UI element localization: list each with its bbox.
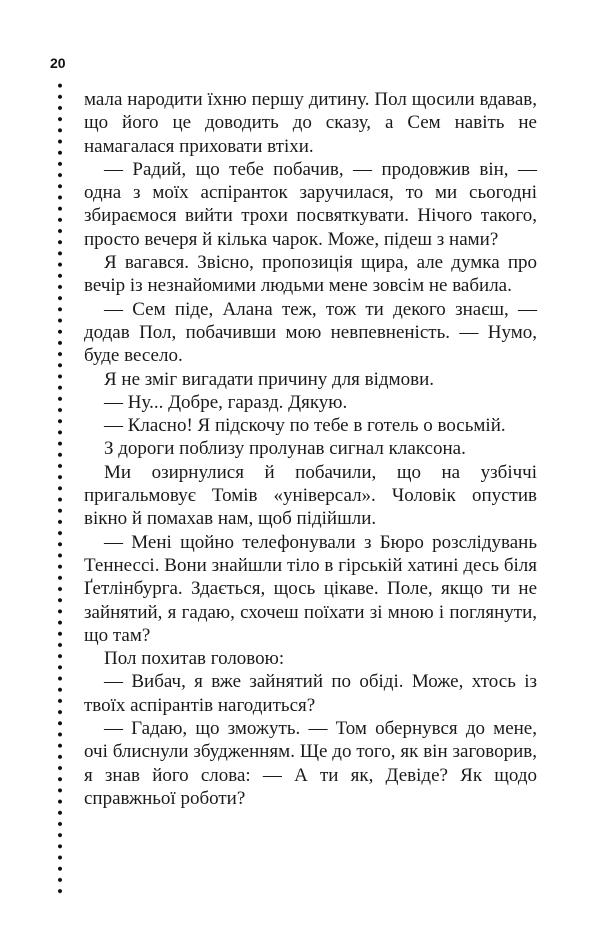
- paragraph: З дороги поблизу пролунав сигнал клаксона.: [104, 438, 466, 460]
- text-block: [84, 88, 537, 810]
- paragraph: — Радий, що тебе побачив, — продовжив він, — одна з моїх аспіранток заручилася, то ми сьогодні збираємося вийти трохи посвяткувати. Нічого такого, просто вечеря й кілька чарок. Може, підеш з нами?: [84, 158, 537, 250]
- paragraph: — Класно! Я підскочу по тебе в готель о восьмій.: [104, 415, 506, 437]
- page-number: 20: [50, 55, 66, 71]
- paragraph: — Ну... Добре, гаразд. Дякую.: [104, 391, 348, 413]
- paragraph: Я вагався. Звісно, пропозиція щира, але думка про вечір із незнайомими людьми мене зовсім не вабила.: [84, 252, 537, 297]
- paragraph: — Гадаю, що зможуть. — Том обернувся до мене, очі блиснули збудженням. Ще до того, як він заговорив, я знав його слова: — А ти як, Девіде? Як щодо справжньої роботи?: [84, 718, 537, 809]
- paragraph: — Сем піде, Алана теж, тож ти декого знаєш, — додав Пол, побачивши мою невпевненість. — Нумо, буде весело.: [84, 298, 537, 367]
- paragraph: мала народити їхню першу дитину. Пол щосили вдавав, що його це доводить до сказу, а Сем навіть не намагалася приховати втіхи.: [84, 89, 537, 157]
- paragraph: — Мені щойно телефонували з Бюро розслідувань Теннессі. Вони знайшли тіло в гірській хатині десь біля Ґетлінбурга. Здається, щось цікаве. Поле, якщо ти не зайнятий, я гадаю, схочеш поїхати зі мною і поглянути, що там?: [84, 531, 537, 646]
- paragraph: Я не зміг вигадати причину для відмови.: [104, 368, 434, 390]
- paragraph: — Вибач, я вже зайнятий по обіді. Може, хтось із твоїх аспірантів нагодиться?: [84, 671, 537, 716]
- dotted-margin-decoration: [56, 80, 64, 900]
- paragraph: Ми озирнулися й побачили, що на узбіччі пригальмовує Томів «універсал». Чоловік опустив вікно й помахав нам, щоб підійшли.: [84, 461, 537, 530]
- paragraph: Пол похитав головою:: [104, 648, 285, 670]
